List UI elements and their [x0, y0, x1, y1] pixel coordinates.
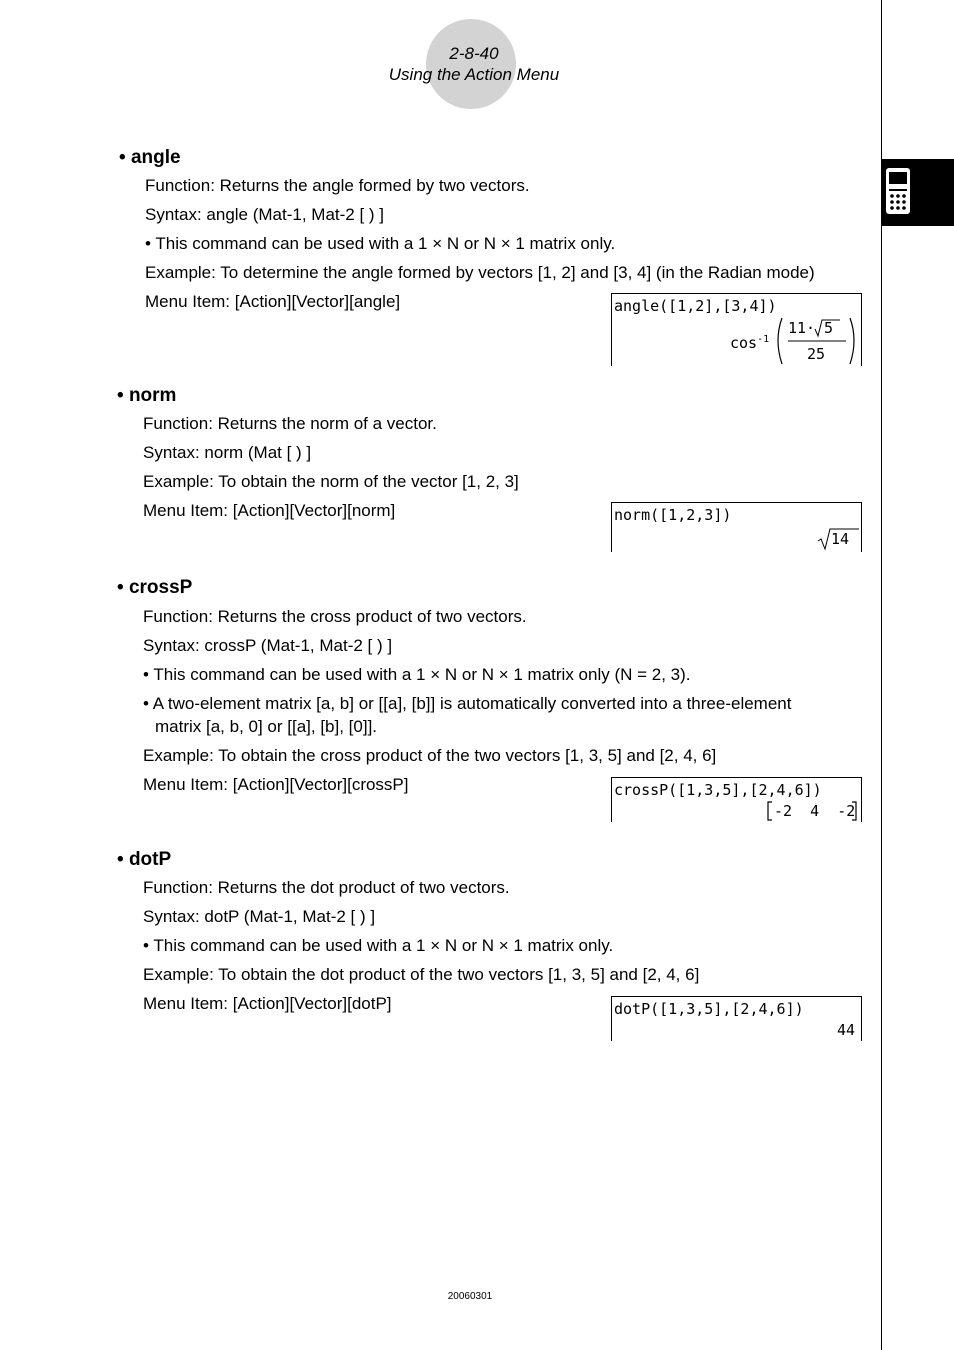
dotp-menu-item: Menu Item: [Action][Vector][dotP]: [143, 994, 392, 1013]
header-circle: [426, 19, 516, 109]
crossp-menu-item: Menu Item: [Action][Vector][crossP]: [143, 775, 409, 794]
section-heading-crossp: • crossP: [117, 577, 193, 598]
footer-code: 20060301: [447, 1291, 493, 1302]
calculator-icon: [885, 167, 911, 215]
angle-note: • This command can be used with a 1 × N or N × 1 matrix only.: [145, 234, 616, 253]
angle-screen: [611, 293, 862, 366]
dotp-syntax: Syntax: dotP (Mat-1, Mat-2 [ ) ]: [143, 907, 376, 926]
norm-screen: [611, 502, 862, 552]
dotp-note: • This command can be used with a 1 × N or N × 1 matrix only.: [143, 936, 614, 955]
screen-result-root: 5: [824, 319, 834, 337]
page-title: Using the Action Menu: [388, 65, 560, 84]
crossp-note-2: • A two-element matrix [a, b] or [[a], [b]] is automatically converted into a three-element: [143, 694, 792, 713]
dotp-example: Example: To obtain the dot product of the two vectors [1, 3, 5] and [2, 4, 6]: [143, 965, 700, 984]
page-number: 2-8-40: [449, 44, 499, 63]
chapter-tab: [881, 159, 954, 226]
norm-syntax: Syntax: norm (Mat [ ) ]: [143, 443, 312, 462]
screen-result-root: 14: [831, 530, 850, 548]
section-heading-dotp: • dotP: [117, 849, 172, 870]
angle-function: Function: Returns the angle formed by two vectors.: [145, 176, 530, 195]
crossp-function: Function: Returns the cross product of two vectors.: [143, 607, 527, 626]
crossp-syntax: Syntax: crossP (Mat-1, Mat-2 [ ) ]: [143, 636, 393, 655]
screen-input: angle([1,2],[3,4]): [614, 297, 777, 315]
norm-function: Function: Returns the norm of a vector.: [143, 414, 437, 433]
crossp-note-2-cont: matrix [a, b, 0] or [[a], [b], [0]].: [155, 717, 378, 736]
screen-input: dotP([1,3,5],[2,4,6]): [614, 1000, 804, 1018]
angle-example: Example: To determine the angle formed by vectors [1, 2] and [3, 4] (in the Radian mode): [145, 263, 815, 282]
screen-result-denominator: 25: [807, 345, 826, 363]
norm-menu-item: Menu Item: [Action][Vector][norm]: [143, 501, 396, 520]
screen-result: -2 4 -2: [774, 802, 856, 820]
angle-syntax: Syntax: angle (Mat-1, Mat-2 [ ) ]: [145, 205, 385, 224]
angle-menu-item: Menu Item: [Action][Vector][angle]: [145, 292, 401, 311]
screen-result-numerator: 11·: [788, 319, 816, 337]
norm-example: Example: To obtain the norm of the vector [1, 2, 3]: [143, 472, 519, 491]
crossp-note-1: • This command can be used with a 1 × N or N × 1 matrix only (N = 2, 3).: [143, 665, 691, 684]
section-heading-norm: • norm: [117, 385, 177, 406]
section-heading-angle: • angle: [119, 147, 181, 168]
screen-result: 44: [837, 1021, 856, 1039]
screen-result-func: $\cos^{-1}$: [730, 334, 770, 352]
screen-input: crossP([1,3,5],[2,4,6]): [614, 781, 822, 799]
dotp-screen: [611, 996, 862, 1041]
crossp-example: Example: To obtain the cross product of the two vectors [1, 3, 5] and [2, 4, 6]: [143, 746, 717, 765]
screen-input: norm([1,2,3]): [614, 506, 732, 524]
dotp-function: Function: Returns the dot product of two vectors.: [143, 878, 510, 897]
crossp-screen: [611, 777, 862, 822]
